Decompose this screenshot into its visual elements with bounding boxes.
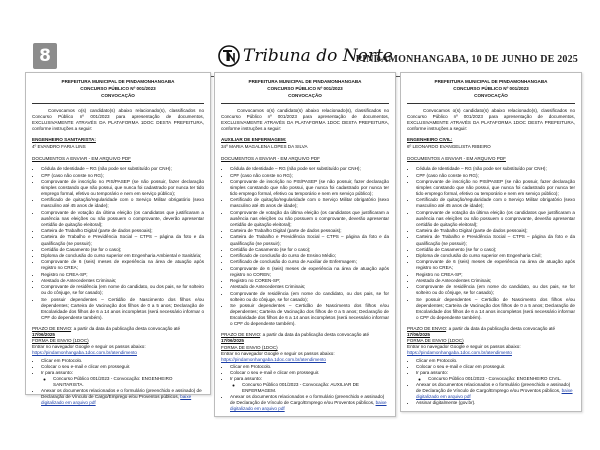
step-item: • Assinar digitalmente (gov.br). [416,400,575,406]
document-item: • Certificado de quitação/regularidade com o Serviço Militar obrigatório (sexo masculino até 45 anos de idade); [230,197,389,209]
step-item: • Colocar o seu e-mail e clicar em prosseguir. [230,370,389,376]
notice-subtitle: CONCURSO PÚBLICO Nº 001/2023 [80,86,156,92]
document-item: • Cédula de Identidade – RG (não pode ser substituído por CNH); [230,166,389,172]
documents-heading: DOCUMENTOS A ENVIAR - EM ARQUIVO PDF [32,156,131,162]
document-item: • Certificado de conclusão do curso de Auxiliar de Enfermagem; [230,259,389,265]
document-item: • Carteira de Trabalho Digital (parte de dados pessoais); [41,228,204,234]
portal-link[interactable]: https://pindamonhangaba.1doc.com.br/atendimento [407,350,512,356]
document-item: • Carteira de Trabalho Digital (parte de dados pessoais); [416,228,575,234]
document-item: • Carteira de Trabalho e Previdência Social – CTPS – página da foto e da qualificação (se possuir); [416,234,575,246]
notice-title: PREFEITURA MUNICIPAL DE PINDAMONHANGABA [434,79,548,84]
portal-link[interactable]: https://pindamonhangaba.1doc.com.br/atendimento [32,350,137,356]
document-item: • Comprovante de inscrição no PIS/PASEP (se não possuir, fazer declaração simples constando que não possui, que nunca foi cadastrado por nunca ter tido emprego formal, efetivo ou temporário e nem em serviço público); [230,179,389,197]
document-item: • Certidão de Casamento (se for o caso); [41,247,204,253]
steps-list [32,358,204,407]
document-item: • Se possuir dependentes – Certidão de Nascimento dos filhos e/ou dependentes; Carteira de Vacinação dos filhos de 0 a 5 anos; Declaração de Escolaridade dos filhos de 6 a 14 anos incompletos (será necessário informar o CPF do dependente também). [416,297,575,321]
step-item: • Anexar os documentos relacionados e o formulário (preenchido e assinado) de Declaração de Vínculo de Cargo/Emprego e/ou Proventos públicos, baixe digitalizado em arquivo pdf [416,382,575,400]
document-item: • Comprovante de inscrição no PIS/PASEP (se não possuir, fazer declaração simples constando que não possui, que nunca foi cadastrado por nunca ter tido emprego formal, efetivo ou temporário e nem em serviço público); [416,179,575,197]
document-item: • Carteira de Trabalho Digital (parte de dados pessoais); [230,228,389,234]
subject-item: ◦ Concurso Público 001/2023 - Convocação: ENGENHEIRO CIVIL. [428,376,575,382]
newspaper-name: Tribuna do Norte [243,46,393,66]
divider [32,103,204,104]
document-item: • Certidão de Casamento (se for o caso); [230,247,389,253]
job-role: AUXILIAR DE ENFERMAGEM: [221,136,287,142]
divider [407,103,575,104]
submission-method-label: FORMA DE ENVIO (1DOC) [32,338,89,344]
deadline-date: 17/06/2025 [32,332,55,338]
deadline [32,326,204,338]
documents-list [221,166,389,327]
notice-subtitle: CONCURSO PÚBLICO Nº 001/2023 [267,86,343,92]
candidate-name: 34º MARIA MAGALENA LOPES DA SILVA [221,144,308,150]
document-item: • Comprovante de inscrição no PIS/PASEP (se não possuir, fazer declaração simples constando que não possui, que nunca foi cadastrado por nunca ter tido emprego formal, efetivo ou temporário e nem em serviço público); [41,179,204,197]
convocation-notice-2 [214,72,396,417]
document-item: • Comprovante de residência (em nome do candidato, ou dos pais, se for solteiro ou do cônjuge, se for casado); [230,291,389,303]
notice-type: CONVOCAÇÃO [101,93,135,99]
document-item: • Comprovante de residência (em nome do candidato, ou dos pais, se for solteiro ou do cônjuge, se for casado); [416,284,575,296]
document-item: • Atestado de Antecedentes Criminais; [230,284,389,290]
document-item: • Se possuir dependentes – Certidão de Nascimento dos filhos e/ou dependentes; Carteira de Vacinação dos filhos de 0 a 5 anos; Declaração de Escolaridade dos filhos de 6 a 14 anos incompletos (será necessário informar o CPF do dependente também). [230,303,389,327]
document-item: • Comprovante de votação da última eleição (os candidatos que justificaram a ausência nas eleições ou não possuem o comprovante, deverão apresentar certidão de quitação eleitoral); [230,210,389,228]
document-item: • Registro no CREA-SP; [416,272,575,278]
page-number-badge: 8 [33,43,57,69]
document-item: • Cédula de Identidade – RG (não pode ser substituído por CNH); [41,166,204,172]
notice-intro: Convocamos o(s) candidato(s) abaixo relacionado(s), classificados no Concurso Público nº 001/2023 para apresentação de documentos, EXCLUSIVAMENTE ATRAVÉS DA PLATAFORMA 1DOC DESTA PREFEITURA, conforme instruções a seguir: [221,107,389,131]
document-item: • Se possuir dependentes – Certidão de Nascimento dos filhos e/ou dependentes; Carteira de Vacinação dos filhos de 0 a 5 anos; Declaração de Escolaridade dos filhos de 6 a 14 anos incompletos (será necessário informar o CPF do dependente também). [41,297,204,321]
documents-heading: DOCUMENTOS A ENVIAR - EM ARQUIVO PDF [407,156,506,162]
submission-intro: Entrar no navegador Google e seguir os passos abaixo: [407,344,521,350]
document-item: • Diploma de conclusão do curso superior em Engenharia Ambiental e Sanitária; [41,253,204,259]
deadline-label: PRAZO DE ENVIO [221,332,261,338]
document-item: • Registro no COREN-SP; [230,278,389,284]
convocation-notice-3 [400,72,582,412]
documents-heading: DOCUMENTOS A ENVIAR - EM ARQUIVO PDF [221,156,320,162]
convocation-notice-1 [25,72,211,406]
document-item: • Certificado de quitação/regularidade com o Serviço Militar obrigatório (sexo masculino até 45 anos de idade); [416,197,575,209]
document-item: • Comprovante de votação da última eleição (os candidatos que justificaram a ausência nas eleições ou não possuem o comprovante, deverão apresentar certidão de quitação eleitoral); [41,210,204,228]
document-item: • CPF (caso não conste no RG); [416,173,575,179]
deadline-text: : a partir da data da publicação desta convocação até [446,326,556,332]
document-item: • CPF (caso não conste no RG); [230,173,389,179]
newspaper-logo-icon [218,45,240,67]
deadline-label: PRAZO DE ENVIO [32,326,72,332]
step-item: • Colocar o seu e-mail e clicar em prosseguir. [416,364,575,370]
submission-method-label: FORMA DE ENVIO (1DOC) [407,338,464,344]
deadline-date: 17/06/2025 [407,332,430,338]
notice-intro: Convocamos o(s) candidato(s) abaixo relacionado(s), classificados no Concurso Público nº 001/2023 para apresentação de documentos, EXCLUSIVAMENTE ATRAVÉS DA PLATAFORMA 1DOC DESTA PREFEITURA, conforme instruções a seguir: [407,107,575,131]
deadline [407,326,575,338]
step-item: • Clicar em Protocolo. [230,364,389,370]
step-item: • Clicar em Protocolo. [41,358,204,364]
divider [221,103,389,104]
document-item: • Certificado de quitação/regularidade com o Serviço Militar obrigatório (sexo masculino até 45 anos de idade); [41,197,204,209]
job-role: ENGENHEIRO CIVIL: [407,136,453,142]
document-item: • Comprovante de votação da última eleição (os candidatos que justificaram a ausência nas eleições ou não possuem o comprovante, deverão apresentar certidão de quitação eleitoral); [416,210,575,228]
candidate-name: 6º LEONARDO EVANGELISTA RIBEIRO [407,144,491,150]
download-link[interactable]: baixe digitalizado em arquivo pdf [230,400,387,412]
document-item: • Comprovante de residência (em nome do candidato, ou dos pais, se for solteiro ou do cônjuge, se for casado); [41,284,204,296]
document-item: • CPF (caso não conste no RG); [41,173,204,179]
step-item: • Ir para assunto: ◦ Concurso Público 001/2023 - Convocação: ENGENHEIRO CIVIL. [416,370,575,382]
deadline-text: : a partir da data da publicação desta convocação até [71,326,181,332]
document-item: • Diploma de conclusão do curso superior em Engenharia Civil; [416,253,575,259]
job-role: ENGENHEIRO SANITARISTA: [32,136,96,142]
document-item: • Certidão de Casamento (se for o caso); [416,247,575,253]
document-item: • Comprovante de 6 (seis) meses de experiência na área de atuação após registro no COREN; [230,266,389,278]
document-item: • Comprovante de 6 (seis) meses de experiência na área de atuação após registro no CREA; [416,259,575,271]
submission-intro: Entrar no navegador Google e seguir os passos abaixo: [32,344,146,350]
document-item: • Certificado de conclusão do curso de Ensino Médio; [230,253,389,259]
download-link[interactable]: baixe digitalizado em arquivo pdf [41,394,192,406]
document-item: • Registro no CREA-SP; [41,272,204,278]
edition-dateline: PINDAMONHANGABA, 10 DE JUNHO DE 2025 [355,54,578,65]
document-item: • Cédula de Identidade – RG (não pode ser substituído por CNH); [416,166,575,172]
submission-intro: Entrar no navegador Google e seguir os passos abaixo: [221,350,335,356]
deadline-date: 17/06/2025 [221,338,244,344]
step-item: • Anexar os documentos relacionados e o formulário (preenchido e assinado) de Declaração de Vínculo de Cargo/Emprego e/ou Proventos públicos, baixe digitalizado em arquivo pdf [230,394,389,412]
candidate-name: 4º EVANDRO FARIA LINS [32,144,86,150]
subject-item: ◦ Concurso Público 001/2023 - Convocação: AUXILIAR DE ENFERMAGEM. [242,382,389,394]
step-item: • Ir para assunto: ◦ Concurso Público 001/2023 - Convocação: AUXILIAR DE ENFERMAGEM. [230,376,389,394]
steps-list [221,364,389,413]
document-item: • Carteira de Trabalho e Previdência Social – CTPS – página da foto e da qualificação (se possuir); [41,234,204,246]
notice-type: CONVOCAÇÃO [474,93,508,99]
document-item: • Atestado de Antecedentes Criminais; [41,278,204,284]
submission-method-label: FORMA DE ENVIO (1DOC) [221,344,278,350]
notice-subtitle: CONCURSO PÚBLICO Nº 001/2023 [453,86,529,92]
documents-list [407,166,575,321]
notice-title: PREFEITURA MUNICIPAL DE PINDAMONHANGABA [61,79,175,84]
document-item: • Comprovante de 6 (seis) meses de experiência na área de atuação após registro no CREA; [41,259,204,271]
document-item: • Carteira de Trabalho e Previdência Social – CTPS – página da foto e da qualificação (se possuir); [230,234,389,246]
deadline [221,332,389,344]
document-item: • Atestado de Antecedentes Criminais; [416,278,575,284]
steps-list [407,358,575,407]
step-item: • Ir para assunto: ◦ Concurso Público 001/2023 - Convocação: ENGENHEIRO SANITARISTA. [41,370,204,388]
deadline-text: : a partir da data da publicação desta convocação até [260,332,370,338]
notice-type: CONVOCAÇÃO [288,93,322,99]
newspaper-header [0,32,600,64]
portal-link[interactable]: https://pindamonhangaba.1doc.com.br/atendimento [221,356,326,362]
step-item: • Clicar em Protocolo. [416,358,575,364]
download-link[interactable]: baixe digitalizado em arquivo pdf [416,387,573,400]
documents-list [32,166,204,321]
subject-item: ◦ Concurso Público 001/2023 - Convocação: ENGENHEIRO SANITARISTA. [53,376,204,388]
step-item: • Anexar os documentos relacionados e o formulário (preenchido e assinado) de Declaração de Vínculo de Cargo/Emprego e/ou Proventos públicos, baixe digitalizado em arquivo pdf [41,388,204,406]
notice-intro: Convocamos o(s) candidato(s) abaixo relacionado(s), classificados no Concurso Público nº 001/2023 para apresentação de documentos, EXCLUSIVAMENTE ATRAVÉS DA PLATAFORMA 1DOC DESTA PREFEITURA, conforme instruções a seguir: [32,107,204,131]
step-item: • Colocar o seu e-mail e clicar em prosseguir. [41,364,204,370]
notice-title: PREFEITURA MUNICIPAL DE PINDAMONHANGABA [248,79,362,84]
deadline-label: PRAZO DE ENVIO [407,326,447,332]
